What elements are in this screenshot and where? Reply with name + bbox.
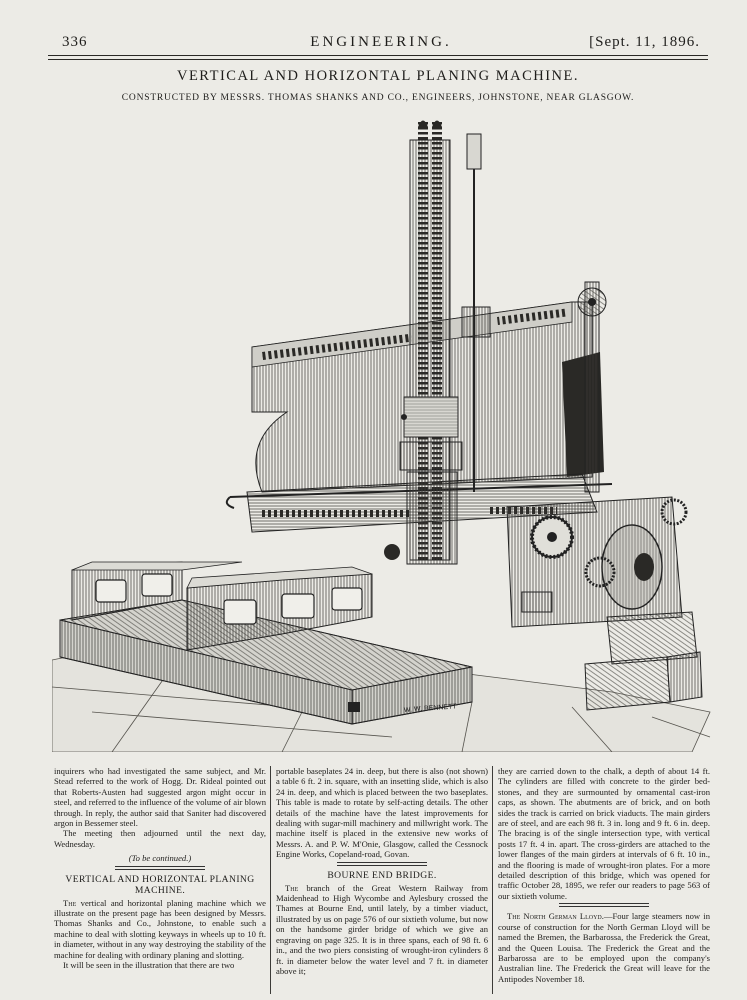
text-column-2 <box>276 766 488 996</box>
engraver-signature: W. W. BENNETT <box>403 703 457 714</box>
paragraph: they are carried down to the chalk, a depth of about 14 ft. The cylinders are filled with concrete to the girder bed-stones, and they are surmounted by ornamental cast-iron caps, as shown. The abutments are of brick, and on both sides the track is carried on brick viaducts. The main girders are of steel, and are each 98 ft. 3 in. long and 9 ft. 6 in. deep. The bracing is of the single intersection type, with vertical posts 17 ft. 4 in. apart. The cross-girders are attached to the lower flanges of the main girders at intervals of 6 ft. 10 in., and the flooring is made of wrought-iron plates. For a more detailed description of this bridge, which was opened for traffic October 28, 1895, we refer our readers to page 563 of our sixtieth volume. <box>498 766 710 901</box>
lead-word: The <box>285 882 299 893</box>
paragraph: The meeting then adjourned until the next day, Wednesday. <box>54 828 266 849</box>
lead-word: The <box>63 897 77 908</box>
column-rule <box>270 766 271 994</box>
paragraph: It will be seen in the illustration that there are two <box>63 960 235 971</box>
paragraph: inquirers who had investigated the same subject, and Mr. Stead referred to the work of Hogg. Dr. Rideal pointed out that Roberts-Austen had suggested argon might occur in steel, and referred to the influence of the volume of air blown through. In reply, the author said that Saniter had discovered argon in Bessemer steel. <box>54 766 266 829</box>
figure-subtitle: CONSTRUCTED BY MESSRS. THOMAS SHANKS AND CO., ENGINEERS, JOHNSTONE, NEAR GLASGOW. <box>121 93 635 103</box>
stone-plinth <box>585 612 702 710</box>
section-rule <box>559 903 649 907</box>
text-column-3 <box>498 766 710 996</box>
section-rule <box>337 862 427 866</box>
text-column-1 <box>54 766 266 996</box>
page-number: 336 <box>62 34 88 50</box>
figure-title: VERTICAL AND HORIZONTAL PLANING MACHINE. <box>176 68 580 84</box>
to-be-continued: (To be continued.) <box>128 853 192 864</box>
issue-date: [Sept. 11, 1896. <box>589 34 700 50</box>
drive-gearing <box>507 497 686 627</box>
paragraph <box>276 883 488 977</box>
section-rule <box>115 866 205 870</box>
section-heading: VERTICAL AND HORIZONTAL PLANING MACHINE. <box>65 873 255 896</box>
masthead: ENGINEERING. <box>310 34 452 50</box>
paragraph-body: vertical and horizontal planing machine which we illustrate on the present page has been designed by Messrs. Thomas Shanks and Co., Johnstone, to enable such a machine to deal with slotting keyways in wheels up to 10 ft. in diameter, without in any way destroying the stability of the machine for dealing with ordinary planing and slotting. <box>54 897 266 960</box>
paragraph: portable baseplates 24 in. deep, but there is also (not shown) a table 6 ft. 2 in. square, with an insetting slide, which is also 24 in. deep, and which is placed between the two baseplates. This table is made to rotate by self-acting details. The other details of the machine have the latest improvements for dealing with sugar-mill machinery and millwright work. The machine itself is placed in the extensive new works of Messrs. A. and P. W. M'Onie, Glasgow, called the Cessnock Engine Works, Copeland-road, Govan. <box>276 766 488 860</box>
column-rule <box>492 766 493 994</box>
section-heading: BOURNE END BRIDGE. <box>327 869 437 881</box>
lead-word: The North German Lloyd. <box>507 911 604 922</box>
paragraph-body: branch of the Great Western Railway from Maidenhead to High Wycombe and Aylesbury crossed the Thames at Bourne End, until lately, by a timber viaduct, illustrated by us on page 576 of our sixtieth volume, but now on the handsome girder bridge of which we give an engraving on page 325. It is in three spans, each of 98 ft. 6 in., and the two piers consisting of wrought-iron cylinders 8 ft. in diameter below the water level and 7 ft. in diameter above it; <box>276 882 488 976</box>
running-head <box>62 34 700 54</box>
paragraph <box>498 911 710 984</box>
header-rule <box>48 55 708 60</box>
paragraph-body: —Four large steamers now in course of construction for the North German Lloyd will be named the Bremen, the Barbarossa, the Frederick the Great, and the Queen Louisa. The Frederick the Great and the Barbarossa are to be employed upon the company's Australian line. The Frederick the Great will leave for the Antipodes November 18. <box>498 911 710 984</box>
paragraph <box>54 898 266 960</box>
planing-machine-engraving <box>52 112 712 752</box>
